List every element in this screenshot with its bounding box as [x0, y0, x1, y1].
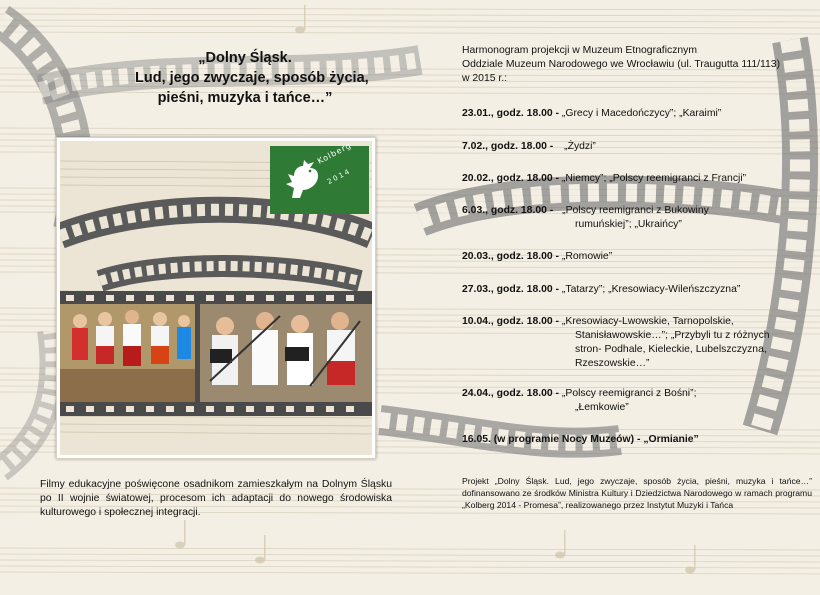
- badge-year: 2014: [326, 166, 353, 187]
- title-line-1: „Dolny Śląsk.: [198, 50, 292, 66]
- entry-date: 6.03., godz. 18.00 -: [462, 205, 554, 216]
- entry-title: „Niemcy”; „Polscy reemigranci z Francji”: [561, 173, 747, 184]
- entry-title: „Polscy reemigranci z Bośni”;: [561, 388, 697, 399]
- entry-date: 23.01., godz. 18.00 -: [462, 108, 560, 119]
- schedule-entry: [462, 172, 812, 186]
- collage-image: [60, 141, 372, 455]
- header-line-2: Oddziale Muzeum Narodowego we Wrocławiu (ul. Traugutta 111/113): [462, 59, 781, 70]
- entry-title: „Polscy reemigranci z Bukowiny: [562, 205, 709, 216]
- kolberg-logo: [270, 141, 369, 214]
- schedule-entry: [462, 250, 812, 264]
- title-line-3: pieśni, muzyka i tańce…”: [157, 90, 333, 106]
- entry-date: 7.02., godz. 18.00 -: [462, 141, 554, 152]
- header-line-3: w 2015 r.:: [462, 73, 508, 84]
- header-line-1: Harmonogram projekcji w Muzeum Etnograficznym: [462, 45, 698, 56]
- schedule-header: [462, 44, 818, 86]
- schedule-entry: [462, 387, 812, 415]
- entry-title-cont: Rzeszowskie…”: [575, 358, 650, 369]
- entry-title-cont: stron- Podhale, Kieleckie, Lubelszczyzna,: [575, 344, 767, 355]
- schedule-entry: [462, 283, 812, 297]
- entry-title: „Tatarzy”; „Kresowiacy-Wileńszczyzna”: [561, 284, 741, 295]
- entry-date: 27.03., godz. 18.00 -: [462, 284, 560, 295]
- entry-date: 20.02., godz. 18.00 -: [462, 173, 560, 184]
- funding-note: Projekt „Dolny Śląsk. Lud, jego zwyczaje, sposób życia, pieśni, muzyka i tańce…” dofinansowano ze środków Ministra Kultury i Dziedzictwa Narodowego w ramach programu „Kolberg 2014 - Promesa”, realizowanego przez Instytut Muzyki i Tańca: [462, 476, 812, 510]
- entry-date: 20.03., godz. 18.00 -: [462, 251, 560, 262]
- title-line-2: Lud, jego zwyczaje, sposób życia,: [135, 70, 369, 86]
- schedule-entry: [462, 315, 812, 371]
- entry-title: „Romowie”: [561, 251, 613, 262]
- entry-date: 24.04., godz. 18.00 -: [462, 388, 560, 399]
- photo-collage: [56, 137, 376, 459]
- entry-title: „Żydzi”: [564, 141, 596, 152]
- badge-text: Kolberg: [316, 141, 354, 166]
- schedule-entry: [462, 433, 812, 447]
- description: Filmy edukacyjne poświęcone osadnikom zamieszkałym na Dolnym Śląsku po II wojnie światowej, procesom ich adaptacji do nowego środowiska kulturowego i społecznej integracji.: [40, 479, 392, 518]
- entry-date: 10.04., godz. 18.00 -: [462, 316, 560, 327]
- schedule-entry: [462, 107, 812, 121]
- entry-title: „Ormianie”: [643, 434, 699, 445]
- schedule-entry: [462, 204, 812, 232]
- entry-title: „Grecy i Macedończycy”; „Karaimi”: [561, 108, 722, 119]
- entry-title-cont: „Łemkowie”: [575, 402, 629, 413]
- entry-title-cont: Stanisławowskie…”; „Przybyli tu z różnych: [575, 330, 770, 341]
- schedule-entry: [462, 140, 812, 154]
- entry-title-cont: rumuńskiej”; „Ukraińcy”: [575, 219, 682, 230]
- entry-date: 16.05. (w programie Nocy Muzeów) -: [462, 434, 641, 445]
- poster-title: [135, 48, 369, 108]
- entry-title: „Kresowiacy-Lwowskie, Tarnopolskie,: [561, 316, 734, 327]
